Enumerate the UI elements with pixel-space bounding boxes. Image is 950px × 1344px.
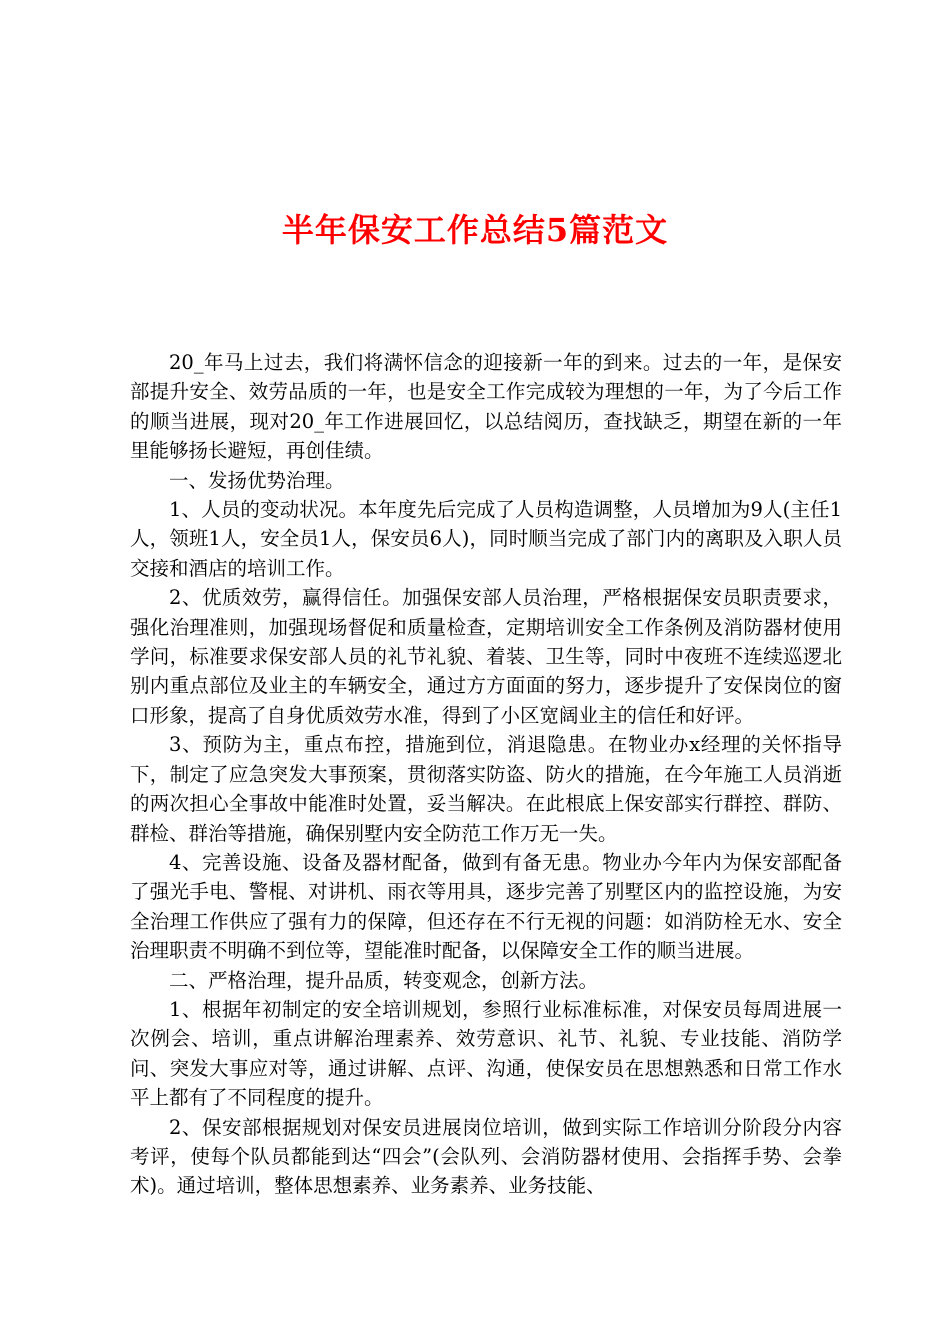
paragraph-2-2: 2、保安部根据规划对保安员进展岗位培训，做到实际工作培训分阶段分内容考评，使每个队员都能到达“四会”(会队列、会消防器材使用、会指挥手势、会拳术)。通过培训，整体思想素养、业务素养、业务技能、 bbox=[130, 1115, 842, 1198]
section-heading-2: 二、严格治理，提升品质，转变观念，创新方法。 bbox=[169, 968, 599, 992]
paragraph-2-1: 1、根据年初制定的安全培训规划，参照行业标准标准，对保安员每周进展一次例会、培训，重点讲解治理素养、效劳意识、礼节、礼貌、专业技能、消防学问、突发大事应对等，通过讲解、点评、沟通，使保安员在思想熟悉和日常工作水平上都有了不同程度的提升。 bbox=[130, 997, 842, 1110]
document-body bbox=[130, 348, 842, 1201]
document-title: 半年保安工作总结5篇范文 bbox=[281, 211, 669, 249]
paragraph-1-4: 4、完善设施、设备及器材配备，做到有备无患。物业办今年内为保安部配备了强光手电、警棍、对讲机、雨衣等用具，逐步完善了别墅区内的监控设施，为安全治理工作供应了强有力的保障，但还存在不行无视的问题：如消防栓无水、安全治理职责不明确不到位等，望能准时配备，以保障安全工作的顺当进展。 bbox=[130, 850, 842, 963]
paragraph-1-1: 1、人员的变动状况。本年度先后完成了人员构造调整，人员增加为9人(主任1人，领班1人，安全员1人，保安员6人)，同时顺当完成了部门内的离职及入职人员交接和酒店的培训工作。 bbox=[130, 498, 842, 580]
paragraph-intro: 20_年马上过去，我们将满怀信念的迎接新一年的到来。过去的一年，是保安部提升安全、效劳品质的一年，也是安全工作完成较为理想的一年，为了今后工作的顺当进展，现对20_年工作进展回忆，以总结阅历，查找缺乏，期望在新的一年里能够扬长避短，再创佳绩。 bbox=[130, 351, 842, 463]
paragraph-1-3: 3、预防为主，重点布控，措施到位，消退隐患。在物业办x经理的关怀指导下，制定了应急突发大事预案，贯彻落实防盗、防火的措施，在今年施工人员消逝的两次担心全事故中能准时处置，妥当解决。在此根底上保安部实行群控、群防、群检、群治等措施，确保别墅内安全防范工作万无一失。 bbox=[130, 733, 842, 845]
section-heading-1: 一、发扬优势治理。 bbox=[169, 468, 345, 492]
paragraph-1-2: 2、优质效劳，赢得信任。加强保安部人员治理，严格根据保安员职责要求，强化治理准则，加强现场督促和质量检查，定期培训安全工作条例及消防器材使用学问，标准要求保安部人员的礼节礼貌、着装、卫生等，同时中夜班不连续巡逻北别内重点部位及业主的车辆安全，通过方方面面的努力，逐步提升了安保岗位的窗口形象，提高了自身优质效劳水准，得到了小区宽阔业主的信任和好评。 bbox=[130, 586, 842, 727]
